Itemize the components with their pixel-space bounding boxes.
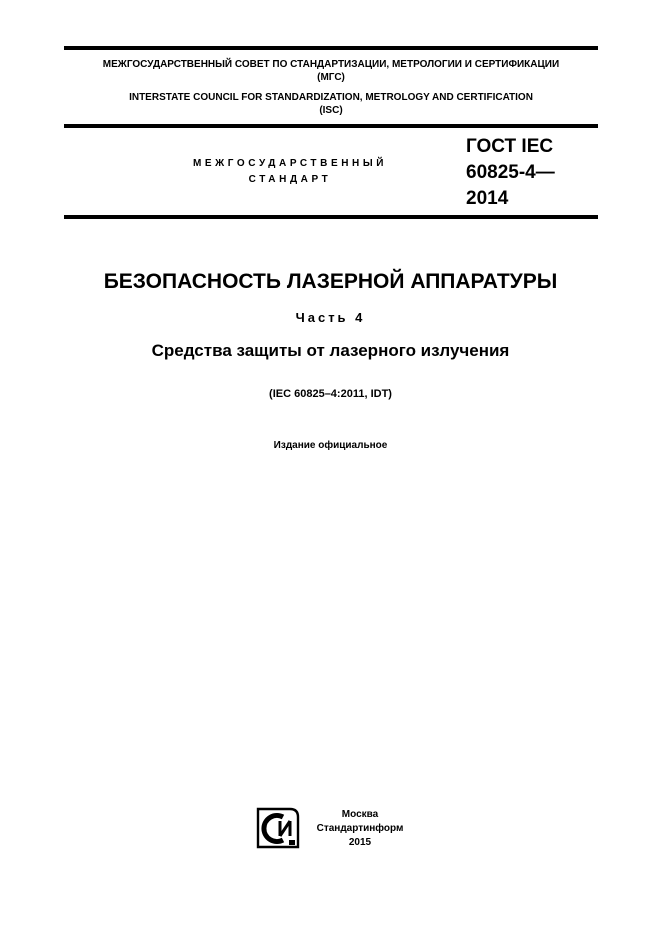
standard-code-line1: ГОСТ IEC — [466, 136, 554, 157]
publication-year: 2015 — [348, 837, 372, 848]
publisher-info — [305, 808, 415, 850]
council-name-english — [64, 91, 598, 117]
standard-type-line2: СТАНДАРТ — [248, 174, 332, 185]
document-subtitle: Средства защиты от лазерного излучения — [151, 341, 510, 360]
document-part: Часть 4 — [295, 310, 366, 325]
publisher-city: Москва — [341, 809, 379, 820]
council-abbr-en: (ISC) — [319, 105, 343, 116]
top-divider — [64, 46, 598, 50]
standard-code-line3: 2014 — [466, 188, 509, 209]
standard-code — [466, 134, 596, 212]
iec-reference: (IEC 60825–4:2011, IDT) — [269, 388, 392, 400]
council-name-en-line: INTERSTATE COUNCIL FOR STANDARDIZATION, METROLOGY AND CERTIFICATION — [129, 92, 533, 103]
standard-code-line2: 60825-4— — [466, 162, 555, 183]
standard-type-line1: МЕЖГОСУДАРСТВЕННЫЙ — [192, 158, 388, 169]
council-abbr-ru: (МГС) — [317, 72, 345, 83]
document-title: БЕЗОПАСНОСТЬ ЛАЗЕРНОЙ АППАРАТУРЫ — [103, 270, 558, 293]
publisher-name: Стандартинформ — [316, 823, 404, 834]
council-name-russian — [64, 58, 598, 84]
bottom-divider — [64, 215, 598, 219]
standard-type — [180, 156, 400, 188]
council-name-ru-line: МЕЖГОСУДАРСТВЕННЫЙ СОВЕТ ПО СТАНДАРТИЗАЦИИ, МЕТРОЛОГИИ И СЕРТИФИКАЦИИ — [102, 59, 560, 70]
standartinform-logo-icon — [256, 807, 300, 849]
middle-divider — [64, 124, 598, 128]
edition-note: Издание официальное — [273, 440, 388, 451]
